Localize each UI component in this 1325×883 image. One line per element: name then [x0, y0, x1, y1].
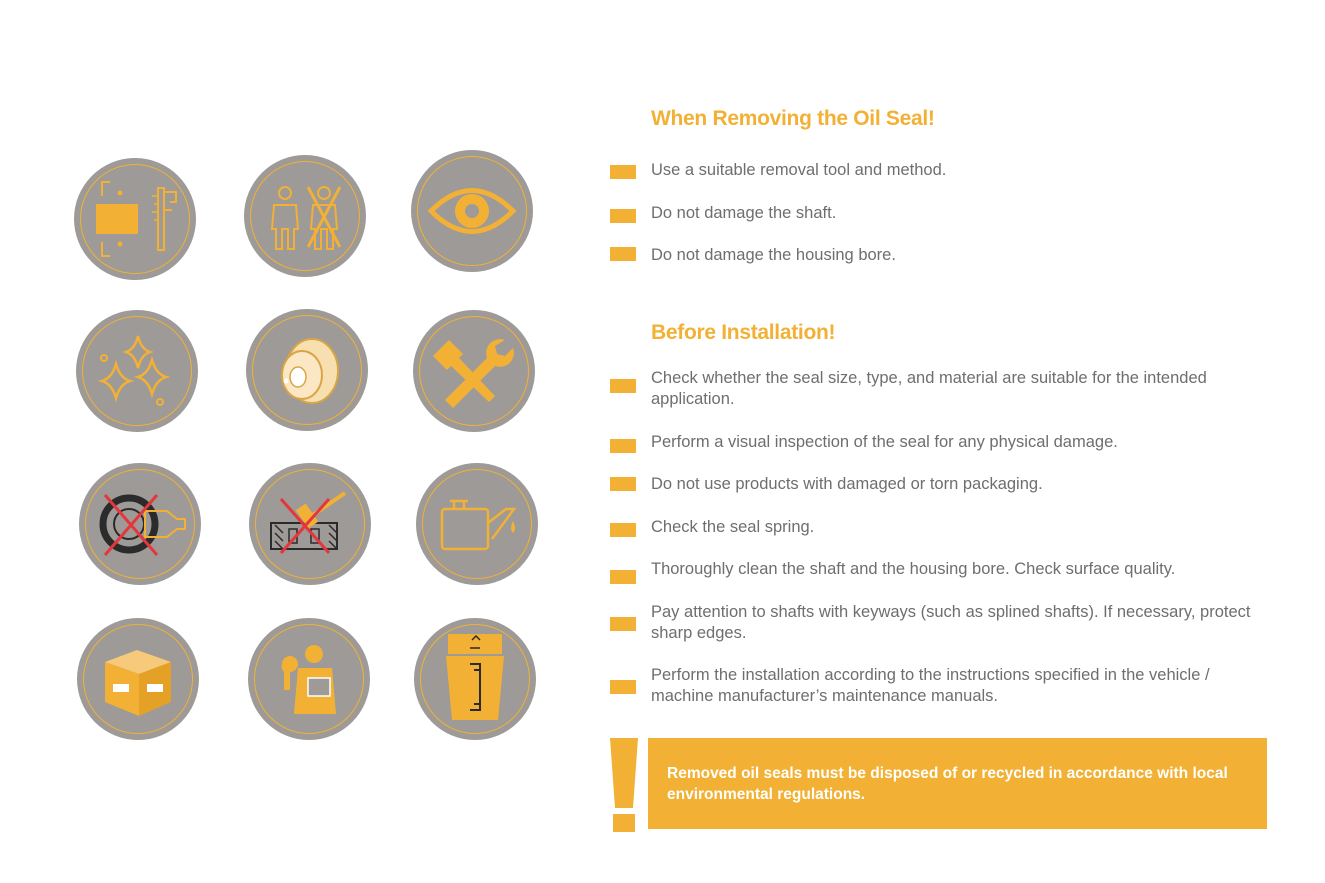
list-item-text: Use a suitable removal tool and method.	[651, 161, 947, 179]
list-item	[610, 203, 1250, 224]
bullet-marker	[610, 570, 636, 584]
bullet-marker	[610, 477, 636, 491]
list-item	[610, 559, 1250, 580]
notice-text: Removed oil seals must be disposed of or recycled in accordance with local environmental regulations.	[667, 765, 1228, 803]
list-item-text: Perform a visual inspection of the seal for any physical damage.	[651, 433, 1118, 451]
list-item	[610, 432, 1250, 453]
list-item	[610, 517, 1250, 538]
clean-sparkle-icon	[76, 310, 198, 432]
bullet-marker	[610, 379, 636, 393]
list-item	[610, 602, 1250, 644]
list-item	[610, 474, 1250, 495]
technician-manual-icon	[248, 618, 370, 740]
bullet-marker	[610, 247, 636, 261]
no-force-seal-icon	[79, 463, 201, 585]
list-item-text: Do not use products with damaged or torn packaging.	[651, 475, 1043, 493]
list-item	[610, 368, 1250, 410]
list-item-text: Thoroughly clean the shaft and the housing bore. Check surface quality.	[651, 560, 1176, 578]
list-item-text: Do not damage the housing bore.	[651, 246, 896, 264]
removing-heading: When Removing the Oil Seal!	[651, 107, 935, 130]
bullet-marker	[610, 523, 636, 537]
list-item-text: Check the seal spring.	[651, 518, 815, 536]
no-hammer-icon	[249, 463, 371, 585]
bullet-marker	[610, 209, 636, 223]
list-item	[610, 160, 1250, 181]
tools-wrench-screwdriver-icon	[413, 310, 535, 432]
installation-heading: Before Installation!	[651, 321, 836, 344]
bullet-marker	[610, 617, 636, 631]
oil-can-icon	[416, 463, 538, 585]
measure-box-caliper-icon	[74, 158, 196, 280]
qualified-personnel-icon	[244, 155, 366, 277]
list-item-text: Do not damage the shaft.	[651, 204, 837, 222]
oil-seal-part-icon	[246, 309, 368, 431]
eye-inspect-icon	[411, 150, 533, 272]
recycle-bin-icon	[414, 618, 536, 740]
list-item-text: Perform the installation according to the instructions specified in the vehicle / machine manufacturer’s maintenance manuals.	[651, 666, 1210, 705]
list-item	[610, 245, 1250, 266]
packaging-box-icon	[77, 618, 199, 740]
bullet-marker	[610, 680, 636, 694]
notice-box	[648, 738, 1267, 829]
list-item-text: Check whether the seal size, type, and material are suitable for the intended application.	[651, 369, 1207, 408]
bullet-marker	[610, 165, 636, 179]
exclamation-icon	[610, 738, 638, 832]
bullet-marker	[610, 439, 636, 453]
list-item-text: Pay attention to shafts with keyways (such as splined shafts). If necessary, protect sharp edges.	[651, 603, 1251, 642]
list-item	[610, 665, 1250, 707]
